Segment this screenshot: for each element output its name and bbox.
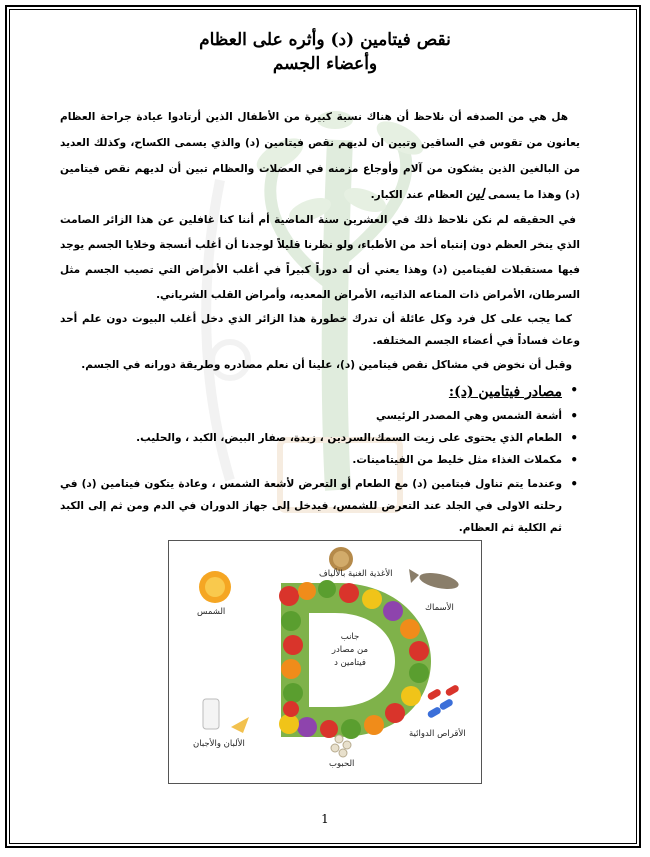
paragraph-receptors: في الحقيقه لم نكن نلاحظ ذلك في العشرين سنة الماضية أم أننا كنا غافلين عن هذا الزائر الصامت الذي ينخر العظم دون إنتباه أحد من الأطباء، ولو نظرنا قليلاً لوجدنا أن أغلب أنسجة وخلايا الجسم يوجد فيها مستقبلات لفيتامين (د) وهذا يعني أن له دوراً كبيراً في أغلب الأمراض التي تصيب الجسم مثل السرطان، الأمراض ذات المناعه الذاتيه، الأمراض المعديه، وأمراض القلب الشرياني. [60, 214, 580, 301]
list-item: • مكملات الغذاء مثل خليط من الفيتامينات. [60, 449, 580, 471]
page-number: 1 [321, 812, 329, 826]
list-item: • الطعام الذي يحتوى على زيت السمك،السردين ، زبدة، صفار البيض، الكبد ، والحليب. [60, 427, 580, 449]
paragraph-intro-text: هل هي من الصدفه أن نلاحظ أن هناك نسبة كبيرة من الأطفال الذين أرتادوا عيادة جراحة العظام يعانون من تقوس في الساقين وتبين ان لديهم نقص فيتامين (د) والذي يسمى الكساح، وكذلك العديد من البالغين الذين يشكون من آلام وأوجاع مزمنه في العضلات والعظام تبين أن لديهم نقص فيتامين (د) وهذا ما يسمى [60, 111, 580, 201]
paragraph-intro [60, 104, 580, 208]
paragraph-warning: كما يجب على كل فرد وكل عائلة أن تدرك خطورة هذا الزائر الذي دخل أغلب البيوت دون علم أحد وعاث فساداً في أعضاء الجسم المختلفه. [60, 313, 580, 347]
label-grains: الحبوب [329, 759, 355, 769]
label-fiber-foods: الأغذية الغنية بالألياف [319, 569, 393, 579]
list-item [60, 379, 580, 405]
document-title [0, 28, 650, 76]
document-body [60, 104, 580, 539]
center-caption [315, 631, 385, 670]
center-caption-line-2: من مصادر [331, 645, 369, 655]
paragraph-sources-intro: وقبل أن نخوض في مشاكل نقص فيتامين (د)، علينا أن نعلم مصادره وطريقة دورانه في الجسم. [81, 359, 572, 371]
sun-icon [199, 571, 231, 603]
list-item: • أشعة الشمس وهي المصدر الرئيسي [60, 405, 580, 427]
title-line-1: نقص فيتامين (د) وأثره على العظام [199, 30, 451, 50]
label-pills: الأقراص الدوائية [409, 729, 466, 739]
vitamin-d-sources-figure [168, 540, 482, 784]
paragraph-intro-end: العظام عند الكبار. [370, 189, 467, 201]
fish-icon [409, 569, 460, 592]
term-lin: لين [466, 187, 485, 202]
pills-icon [426, 684, 460, 719]
sources-heading: مصادر فيتامين (د): [448, 384, 562, 400]
sources-list [60, 379, 580, 539]
label-dairy: الألبان والأجبان [193, 739, 245, 749]
list-item: • وعندما يتم تناول فيتامين (د) مع الطعام أو التعرض لأشعة الشمس ، وعادة يتكون فيتامين (د) في رحلته الاولى في الجلد عند التعرض للشمس، فيدخل إلى جهاز الدوران في الدم ومن ثم إلى الكبد ثم الكلية ثم العظام. [60, 473, 580, 539]
center-caption-line-3: فيتامين د [334, 658, 366, 668]
center-caption-line-1: جانب [340, 632, 360, 642]
label-sun: الشمس [197, 607, 226, 617]
title-line-2: وأعضاء الجسم [272, 54, 378, 74]
label-fish: الأسماك [425, 603, 454, 613]
dairy-icon [203, 699, 249, 733]
fiber-foods-icon [329, 547, 353, 571]
